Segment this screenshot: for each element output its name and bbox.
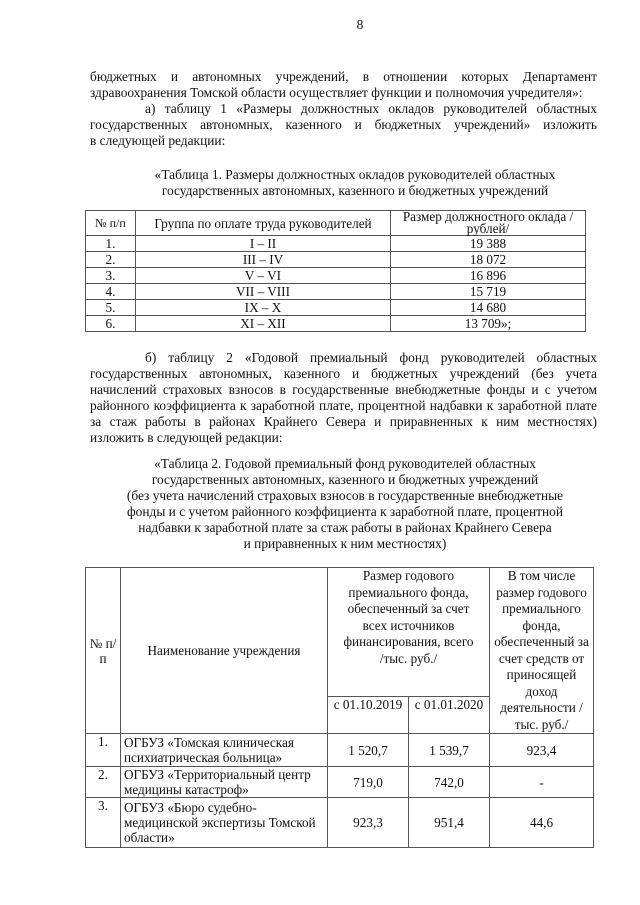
table-row <box>86 236 586 252</box>
cell-group: XI – XII <box>136 316 391 332</box>
table-header <box>86 211 586 236</box>
cell-num: 4. <box>86 284 136 300</box>
text-line: бюджетных и автономных учреждений, в отношении которых Департамент <box>90 69 597 84</box>
text-line: за стаж работы в районах Крайнего Севера и приравненных к ним местностях) <box>90 414 597 429</box>
cell-num: 3. <box>86 268 136 284</box>
header-group: Группа по оплате труда руководителей <box>136 211 391 236</box>
cell-salary: 16 896 <box>391 268 586 284</box>
table1 <box>85 210 586 332</box>
table-row <box>86 268 586 284</box>
cell-date2: 742,0 <box>409 767 490 798</box>
text-line: б) таблицу 2 «Годовой премиальный фонд руководителей областных <box>145 350 597 365</box>
cell-num: 3. <box>86 798 121 848</box>
caption-line: (без учета начислений страховых взносов в государственные внебюджетные <box>126 488 564 503</box>
header-name: Наименование учреждения <box>121 568 328 734</box>
header-salary: Размер должностного оклада /рублей/ <box>391 211 586 236</box>
cell-date1: 1 520,7 <box>328 734 409 767</box>
text-line: изложить в следующей редакции: <box>90 430 283 445</box>
cell-salary: 13 709»; <box>391 316 586 332</box>
cell-num: 1. <box>86 734 121 767</box>
cell-name: ОГБУЗ «Территориальный центр медицины катастроф» <box>121 767 328 798</box>
caption-line: фонды и с учетом районного коэффициента к заработной плате, процентной <box>126 504 563 519</box>
table-row <box>86 316 586 332</box>
caption-line: и приравненных к ним местностях) <box>243 536 447 551</box>
table-row <box>86 734 594 767</box>
caption-line: надбавки к заработной плате за стаж работы в районах Крайнего Севера <box>138 520 552 535</box>
caption-line: государственных автономных, казенного и бюджетных учреждений <box>151 472 539 487</box>
header-num: № п/п <box>86 568 121 734</box>
cell-income: 44,6 <box>490 798 594 848</box>
cell-num: 1. <box>86 236 136 252</box>
cell-name: ОГБУЗ «Бюро судебно-медицинской экспертизы Томской области» <box>121 798 328 848</box>
text-line: здравоохранения Томской области осуществляет функции и полномочия учредителя»: <box>90 85 583 100</box>
cell-group: VII – VIII <box>136 284 391 300</box>
cell-num: 2. <box>86 767 121 798</box>
table-header <box>86 568 594 697</box>
cell-salary: 18 072 <box>391 252 586 268</box>
cell-salary: 14 680 <box>391 300 586 316</box>
caption-line: государственных автономных, казенного и бюджетных учреждений <box>161 183 549 198</box>
cell-date2: 951,4 <box>409 798 490 848</box>
text-line: в следующей редакции: <box>90 133 226 148</box>
cell-group: I – II <box>136 236 391 252</box>
cell-income: - <box>490 767 594 798</box>
cell-date2: 1 539,7 <box>409 734 490 767</box>
text-line: районного коэффициента к заработной плате, процентной надбавки к заработной плате <box>90 398 597 413</box>
cell-date1: 719,0 <box>328 767 409 798</box>
table-row <box>86 798 594 848</box>
header-num: № п/п <box>86 211 136 236</box>
header-income: В том числе размер годового премиального фонда, обеспеченный за счет средств от приносящей доход деятельности /тыс. руб./ <box>490 568 594 734</box>
page-number: 8 <box>356 17 364 32</box>
text-line: начислений страховых взносов в государственные внебюджетные фонды и с учетом <box>90 382 597 397</box>
header-date1: с 01.10.2019 <box>328 697 409 734</box>
table-row <box>86 767 594 798</box>
header-total: Размер годового премиального фонда, обеспеченный за счет всех источников финансирования, всего /тыс. руб./ <box>328 568 490 697</box>
cell-num: 2. <box>86 252 136 268</box>
cell-num: 6. <box>86 316 136 332</box>
caption-line: «Таблица 2. Годовой премиальный фонд руководителей областных <box>154 456 536 471</box>
cell-group: V – VI <box>136 268 391 284</box>
table2 <box>85 567 594 848</box>
caption-line: «Таблица 1. Размеры должностных окладов руководителей областных <box>154 167 556 182</box>
cell-group: IX – X <box>136 300 391 316</box>
cell-num: 5. <box>86 300 136 316</box>
cell-salary: 19 388 <box>391 236 586 252</box>
text-line: государственных автономных, казенного и бюджетных учреждений (без учета <box>90 366 597 381</box>
cell-salary: 15 719 <box>391 284 586 300</box>
table-row <box>86 284 586 300</box>
cell-date1: 923,3 <box>328 798 409 848</box>
text-line: государственных автономных, казенного и бюджетных учреждений» изложить <box>90 117 597 132</box>
cell-group: III – IV <box>136 252 391 268</box>
cell-income: 923,4 <box>490 734 594 767</box>
text-line: а) таблицу 1 «Размеры должностных окладов руководителей областных <box>145 101 597 116</box>
table-row <box>86 252 586 268</box>
header-date2: с 01.01.2020 <box>409 697 490 734</box>
cell-name: ОГБУЗ «Томская клиническая психиатрическая больница» <box>121 734 328 767</box>
table-row <box>86 300 586 316</box>
